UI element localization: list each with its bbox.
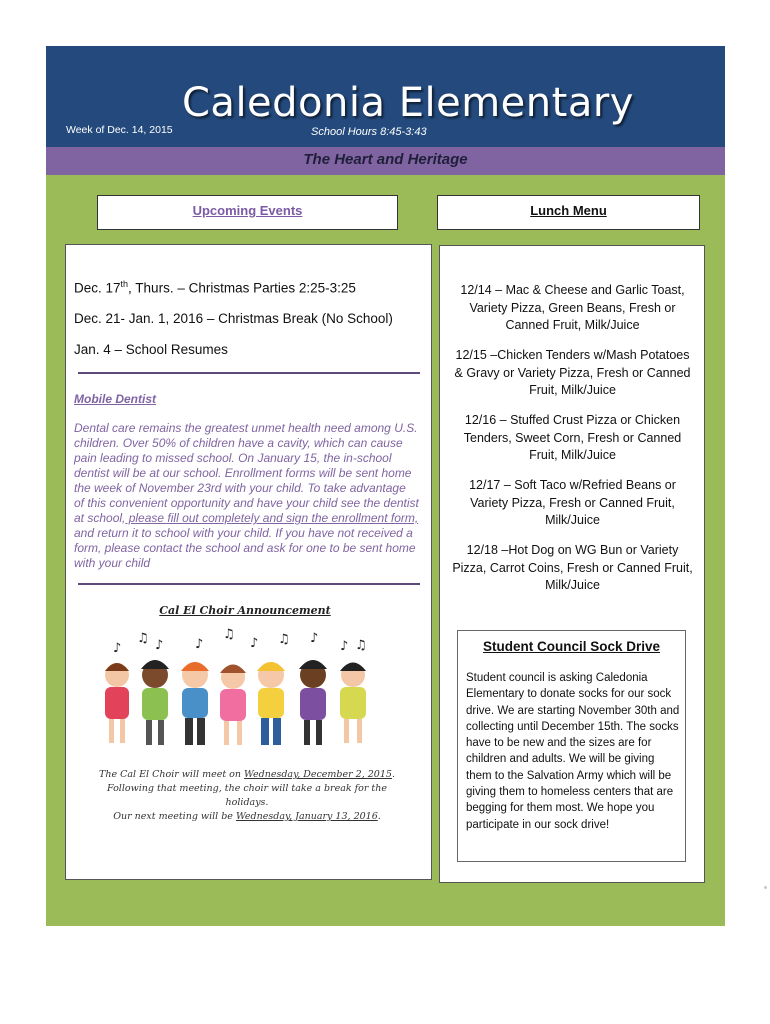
lunch-item: 12/14 – Mac & Cheese and Garlic Toast, Variety Pizza, Green Beans, Fresh or Canned Fruit, Milk/Juice [460, 283, 685, 332]
choir-announcement [97, 768, 397, 824]
week-label: Week of Dec. 14, 2015 [66, 124, 173, 136]
choir-line-1-end: . [391, 769, 395, 780]
choir-date-2: Wednesday, January 13, 2016 [235, 811, 378, 822]
dentist-emphasis: please fill out completely and sign the enrollment form, [125, 511, 419, 525]
svg-text:♪: ♪ [195, 637, 204, 652]
page-marker [764, 886, 767, 889]
svg-text:♫: ♫ [137, 631, 149, 646]
dentist-heading: Mobile Dentist [74, 392, 157, 406]
svg-text:♪: ♪ [155, 638, 164, 653]
dentist-text-end: and return it to school with your child. If you have not received a form, please contact the school and ask for one to be sent home with your child [74, 526, 416, 570]
divider [78, 583, 420, 585]
event-item: Dec. 21- Jan. 1, 2016 – Christmas Break (No School) [74, 311, 393, 326]
svg-text:♫: ♫ [278, 632, 290, 647]
sock-drive-heading: Student Council Sock Drive [482, 639, 661, 654]
choir-line-2: Following that meeting, the choir will take a break for the holidays. [107, 783, 387, 808]
svg-text:♪: ♪ [250, 636, 259, 651]
subtitle-band [46, 147, 725, 175]
choir-line-3-end: . [377, 811, 381, 822]
choir-line-1-text: The Cal El Choir will meet on [99, 769, 245, 780]
lunch-item: 12/18 –Hot Dog on WG Bun or Variety Pizza, Carrot Coins, Fresh or Canned Fruit, Milk/Juice [452, 543, 693, 592]
divider [78, 372, 420, 374]
lunch-item: 12/16 – Stuffed Crust Pizza or Chicken Tenders, Sweet Corn, Fresh or Canned Fruit, Milk/Juice [463, 413, 682, 462]
lunch-item: 12/15 –Chicken Tenders w/Mash Potatoes & Gravy or Variety Pizza, Fresh or Canned Fruit, Milk/Juice [454, 348, 691, 397]
upcoming-events-label: Upcoming Events [97, 195, 398, 230]
lunch-item: 12/17 – Soft Taco w/Refried Beans or Variety Pizza, Fresh or Canned Fruit, Milk/Juice [469, 478, 676, 527]
page-title: Caledonia Elementary [182, 80, 634, 126]
event-text: , Thurs. – Christmas Parties 2:25-3:25 [128, 280, 356, 296]
choir-heading: Cal El Choir Announcement [159, 604, 331, 617]
svg-text:♪: ♪ [310, 631, 319, 646]
choir-date-1: Wednesday, December 2, 2015 [244, 769, 392, 780]
svg-text:♫: ♫ [223, 627, 235, 642]
event-date-suffix: th [120, 279, 129, 289]
school-hours: School Hours 8:45-3:43 [311, 126, 427, 138]
dentist-body [74, 421, 419, 571]
event-item [74, 279, 356, 296]
choir-children-illustration [95, 625, 395, 765]
subtitle: The Heart and Heritage [303, 151, 468, 168]
svg-text:♫: ♫ [355, 638, 367, 653]
svg-text:♪: ♪ [113, 641, 122, 656]
choir-line-3 [97, 810, 397, 824]
lunch-menu-label: Lunch Menu [437, 195, 700, 230]
choir-line-3-text: Our next meeting will be [113, 811, 236, 822]
event-item: Jan. 4 – School Resumes [74, 342, 228, 357]
event-date: Dec. 17 [74, 280, 121, 296]
svg-text:♪: ♪ [340, 639, 349, 654]
sock-drive-body: Student council is asking Caledonia Elementary to donate socks for our sock drive. We are starting November 30th and collecting until December 15th. The socks have to be new and the sizes are for children and adults. We will be giving them to the Salvation Army which will be giving them to homeless centers that are begging for them most. We hope you participate in our sock drive! [466, 672, 680, 831]
choir-line-1 [97, 768, 397, 782]
dentist-text: Dental care remains the greatest unmet health need among U.S. children. Over 50% of children have a cavity, which can cause pain leading to missed school. On January 15, the in-school dentist will be at our school. Enrollment forms will be sent home the week of November 23rd with your child. To take advantage of this convenient opportunity and have your child see the dentist at school, [74, 421, 419, 525]
